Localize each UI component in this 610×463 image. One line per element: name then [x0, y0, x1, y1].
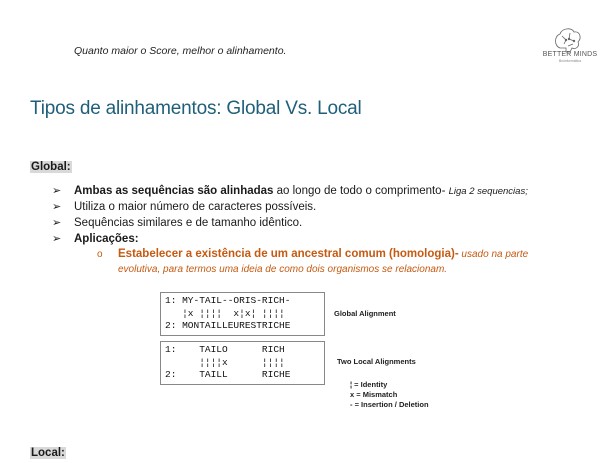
arrow-bullet-icon: ➢: [52, 217, 62, 229]
logo-subtext: Bioinformática: [558, 59, 582, 63]
arrow-bullet-icon: ➢: [52, 201, 62, 213]
list-item: ➢ Sequências similares e de tamanho idêntico.: [52, 217, 303, 229]
list-item: ➢ Aplicações:: [52, 233, 139, 245]
global-label: Global:: [31, 161, 71, 173]
brain-logo-icon: [540, 24, 598, 64]
global-alignment-figure: 1: MY-TAIL--ORIS-RICH- ¦x ¦¦¦¦ x¦x¦ ¦¦¦¦ 2: MONTAILLEURESTRICHE: [160, 292, 325, 336]
circle-bullet-icon: o: [97, 249, 103, 260]
local-alignment-caption: Two Local Alignments: [337, 357, 416, 366]
arrow-bullet-icon: ➢: [52, 185, 62, 197]
application-sub-item-continued: evolutiva, para termos uma ideia de como dois organismos se relacionam.: [118, 264, 448, 275]
section-title: Tipos de alinhamentos: Global Vs. Local: [30, 98, 362, 119]
application-sub-item: o Estabelecer a existência de um ancestral comum (homologia)- usado na parte: [97, 248, 529, 260]
intro-text: Quanto maior o Score, melhor o alinhamento.: [74, 45, 287, 57]
arrow-bullet-icon: ➢: [52, 233, 62, 245]
global-alignment-caption: Global Alignment: [334, 309, 396, 318]
global-bullet-list: [52, 183, 528, 247]
list-item: ➢ Utiliza o maior número de caracteres possíveis.: [52, 201, 317, 213]
alignment-legend: ¦ = Identity x = Mismatch - = Insertion / Deletion: [350, 380, 429, 409]
list-item: ➢ Ambas as sequências são alinhadas ao longo de todo o comprimento- Liga 2 sequencias;: [52, 185, 528, 197]
logo-text: BETTER MINDS: [542, 51, 598, 58]
local-alignment-figure: 1: TAILO RICH ¦¦¦¦x ¦¦¦¦ 2: TAILL RICHE: [160, 341, 325, 385]
local-label: Local:: [31, 447, 65, 459]
